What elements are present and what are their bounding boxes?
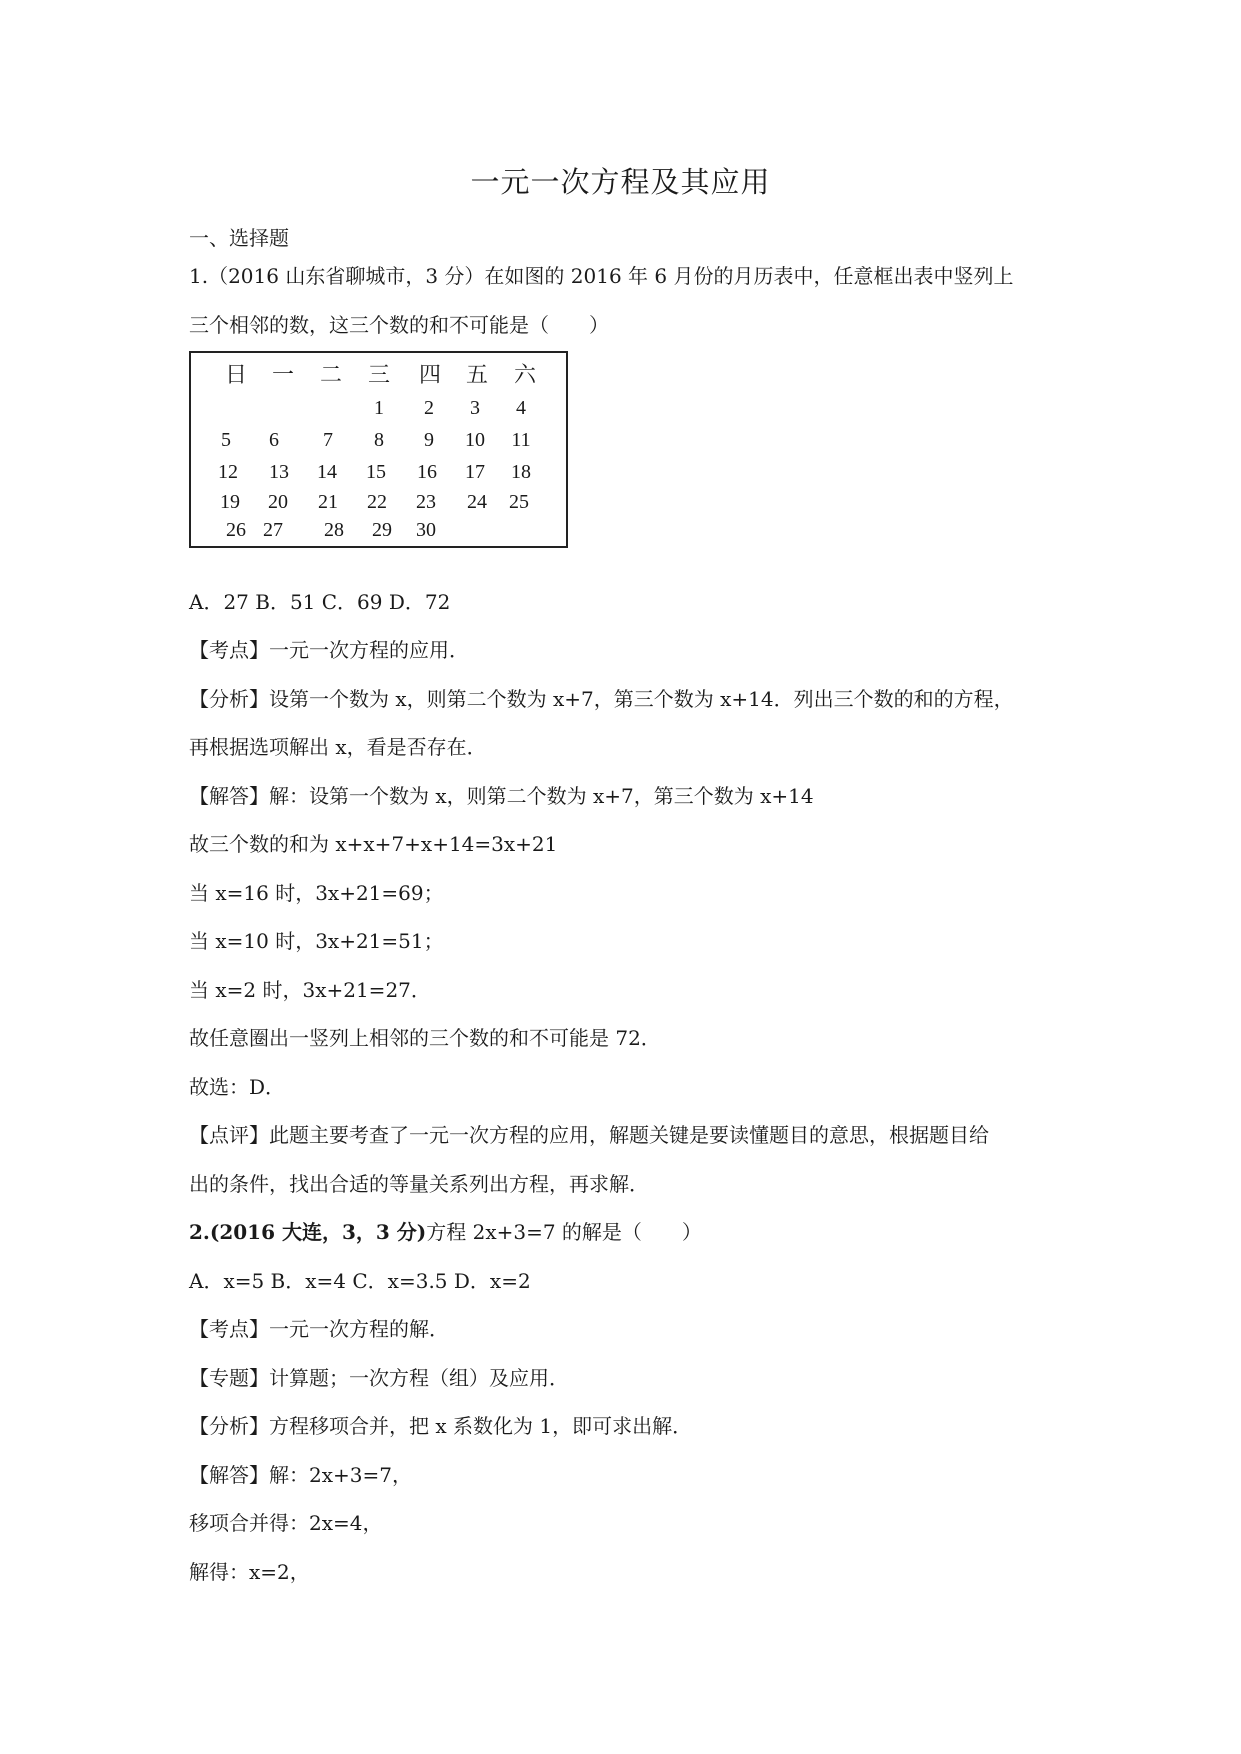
calendar-day: 6 — [269, 429, 279, 451]
q1-stem-line2: 三个相邻的数，这三个数的和不可能是（ ） — [189, 313, 609, 337]
calendar-day: 11 — [511, 429, 531, 451]
calendar-day: 24 — [467, 491, 487, 513]
q1-answer-line1: 【解答】解：设第一个数为 x，则第二个数为 x+7，第三个数为 x+14 — [189, 784, 814, 808]
calendar-header-row — [191, 361, 566, 391]
calendar-day: 16 — [417, 461, 437, 483]
calendar-day: 4 — [516, 397, 526, 419]
q1-options: A．27 B．51 C．69 D．72 — [189, 590, 451, 614]
calendar-row — [191, 515, 566, 545]
calendar-day: 8 — [374, 429, 384, 451]
calendar-header-cell: 二 — [319, 363, 342, 388]
calendar-header-cell: 三 — [367, 363, 390, 388]
q2-answer-line1: 【解答】解：2x+3=7， — [189, 1463, 412, 1487]
q2-source: 2.(2016 大连，3，3 分) — [189, 1220, 427, 1244]
calendar-header-cell: 六 — [513, 363, 536, 388]
q2-analysis: 【分析】方程移项合并，把 x 系数化为 1，即可求出解． — [189, 1414, 693, 1438]
q1-answer-line5: 当 x=2 时，3x+21=27． — [189, 978, 431, 1002]
q2-answer-line3: 解得：x=2， — [189, 1560, 310, 1584]
calendar-row — [191, 487, 566, 517]
calendar-day: 29 — [372, 519, 392, 541]
q1-comment-line2: 出的条件，找出合适的等量关系列出方程，再求解． — [189, 1172, 649, 1196]
calendar-day: 30 — [416, 519, 436, 541]
calendar-row — [191, 393, 566, 423]
calendar-row — [191, 457, 566, 487]
q1-answer-line3: 当 x=16 时，3x+21=69； — [189, 881, 444, 905]
calendar-day: 2 — [424, 397, 434, 419]
calendar-day: 10 — [465, 429, 485, 451]
calendar-day: 5 — [221, 429, 231, 451]
calendar-day: 7 — [323, 429, 333, 451]
calendar-day: 3 — [470, 397, 480, 419]
calendar-day: 14 — [317, 461, 337, 483]
calendar-header-cell: 日 — [224, 363, 247, 388]
calendar-day: 23 — [416, 491, 436, 513]
calendar-day: 12 — [218, 461, 238, 483]
calendar-row — [191, 425, 566, 455]
calendar-header-cell: 一 — [271, 363, 294, 388]
q1-stem-line1: 1.（2016 山东省聊城市，3 分）在如图的 2016 年 6 月份的月历表中，任意框出表中竖列上 — [189, 264, 1014, 288]
calendar-day: 17 — [465, 461, 485, 483]
calendar-day: 19 — [220, 491, 240, 513]
q1-answer-line4: 当 x=10 时，3x+21=51； — [189, 929, 444, 953]
calendar-day: 25 — [509, 491, 529, 513]
calendar-header-cell: 四 — [418, 363, 441, 388]
calendar-table — [189, 351, 568, 548]
calendar-day: 22 — [367, 491, 387, 513]
q1-answer-line2: 故三个数的和为 x+x+7+x+14=3x+21 — [189, 832, 558, 856]
calendar-day: 15 — [366, 461, 386, 483]
calendar-day: 26 — [226, 519, 246, 541]
calendar-day: 27 — [263, 519, 283, 541]
page-title: 一元一次方程及其应用 — [470, 165, 771, 199]
q2-stem — [189, 1218, 702, 1246]
calendar-day: 13 — [269, 461, 289, 483]
calendar-day: 28 — [324, 519, 344, 541]
calendar-day: 21 — [318, 491, 338, 513]
calendar-day: 1 — [374, 397, 384, 419]
q1-kaodian: 【考点】一元一次方程的应用． — [189, 638, 469, 662]
q2-question: 方程 2x+3=7 的解是（ ） — [426, 1220, 702, 1244]
calendar-day: 20 — [268, 491, 288, 513]
q1-answer-line6: 故任意圈出一竖列上相邻的三个数的和不可能是 72． — [189, 1026, 661, 1050]
calendar-day: 18 — [511, 461, 531, 483]
q1-comment-line1: 【点评】此题主要考查了一元一次方程的应用，解题关键是要读懂题目的意思，根据题目给 — [189, 1123, 989, 1147]
q1-answer-line7: 故选：D． — [189, 1075, 286, 1099]
q2-options: A．x=5 B．x=4 C．x=3.5 D．x=2 — [189, 1269, 531, 1293]
q2-kaodian: 【考点】一元一次方程的解． — [189, 1317, 449, 1341]
q1-analysis-line2: 再根据选项解出 x，看是否存在． — [189, 735, 487, 759]
q2-answer-line2: 移项合并得：2x=4， — [189, 1511, 383, 1535]
q2-topic: 【专题】计算题；一次方程（组）及应用． — [189, 1366, 569, 1390]
section-heading: 一、选择题 — [189, 226, 289, 250]
calendar-header-cell: 五 — [465, 363, 488, 388]
q1-analysis-line1: 【分析】设第一个数为 x，则第二个数为 x+7，第三个数为 x+14．列出三个数的和的方程， — [189, 687, 1014, 711]
calendar-day: 9 — [424, 429, 434, 451]
